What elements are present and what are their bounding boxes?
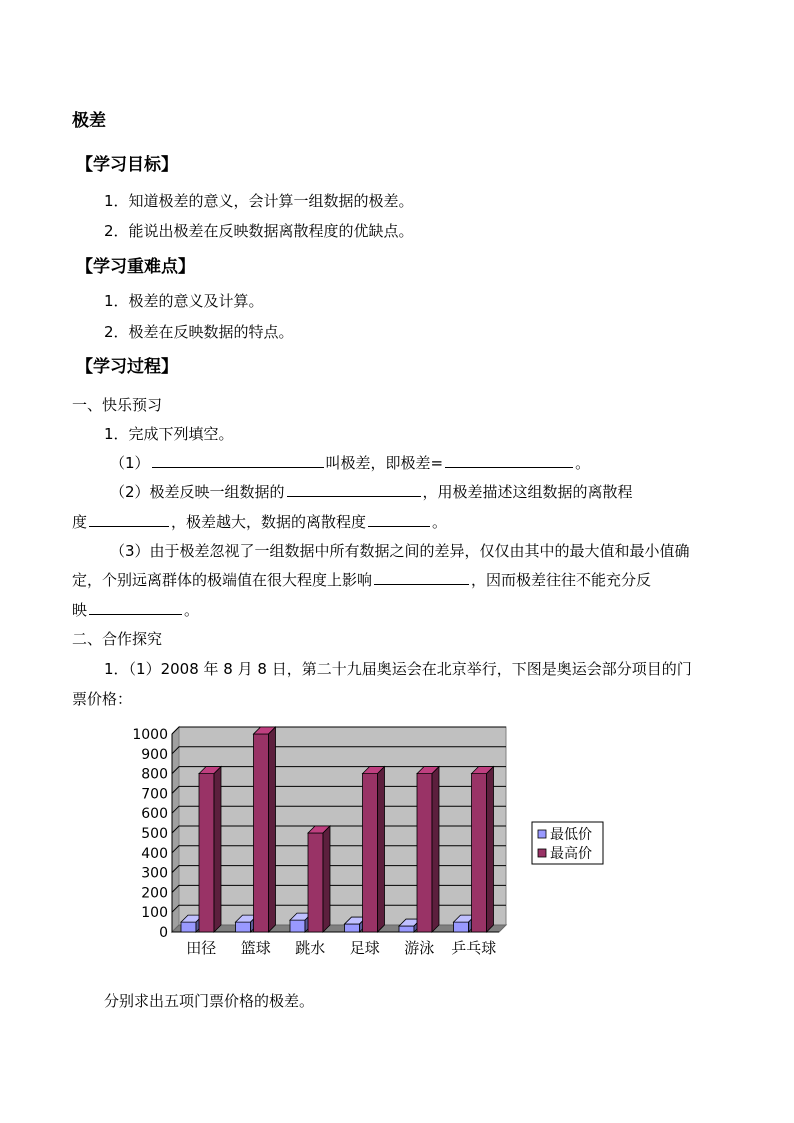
part2-paragraph: 1．（1）2008 年 8 月 8 日，第二十九届奥运会在北京举行，下图是奥运会部分项目的门	[104, 660, 692, 678]
blank-field[interactable]	[89, 512, 169, 527]
bar-high-price	[363, 767, 385, 932]
y-tick-label: 0	[159, 925, 168, 941]
q2-mid: ，用极差描述这组数据的离散程	[422, 483, 633, 501]
fill-question-3-cont2	[72, 599, 199, 620]
fill-question-1	[110, 452, 590, 473]
y-tick-label: 1000	[132, 727, 168, 743]
page-title: 极差	[72, 111, 106, 131]
legend-label: 最高价	[550, 846, 592, 862]
x-tick-label: 篮球	[240, 939, 271, 957]
blank-field[interactable]	[368, 512, 430, 527]
bar-high-price-side	[378, 767, 385, 932]
bar-high-price	[199, 767, 221, 932]
q3-line3-end: 。	[184, 601, 200, 619]
q2-line2-prefix: 度	[72, 513, 88, 531]
bar-low-price-front	[454, 922, 469, 932]
section-process-heading: 【学习过程】	[76, 357, 178, 377]
fill-question-3-cont	[72, 569, 651, 590]
y-tick-label: 800	[141, 766, 168, 783]
blank-field[interactable]	[89, 600, 182, 615]
plot-area	[172, 727, 506, 932]
y-axis-labels	[132, 727, 168, 941]
fill-question-3: （3）由于极差忽视了一组数据中所有数据之间的差异，仅仅由其中的最大值和最小值确	[110, 542, 690, 560]
q1-prefix: （1）	[110, 454, 150, 472]
key-item-1: 1．极差的意义及计算。	[104, 292, 264, 310]
bar-high-price	[417, 767, 439, 932]
bar-low-price-front	[290, 920, 305, 932]
bar-high-price-side	[432, 767, 439, 932]
part2-heading: 二、合作探究	[72, 630, 163, 648]
x-tick-label: 田径	[186, 939, 217, 957]
x-axis-labels	[186, 939, 496, 957]
q3-line2-prefix: 定，个别远离群体的极端值在很大程度上影响	[72, 571, 373, 589]
fill-question-2	[110, 481, 633, 502]
q1-mid: 叫极差，即极差=	[325, 454, 444, 472]
bar-high-price-front	[363, 774, 378, 932]
bar-high-price-front	[199, 774, 214, 932]
y-tick-label: 100	[141, 905, 168, 922]
bar-low-price-front	[236, 922, 251, 932]
bar-high-price-front	[417, 774, 432, 932]
blank-field[interactable]	[152, 453, 324, 468]
bar-high-price-side	[214, 767, 221, 932]
x-tick-label: 足球	[349, 939, 380, 957]
legend-label: 最低价	[550, 827, 592, 843]
x-tick-label: 跳水	[295, 939, 326, 957]
blank-field[interactable]	[445, 453, 573, 468]
fill-question-2-cont	[72, 511, 447, 532]
bar-low-price-front	[399, 926, 414, 932]
blank-field[interactable]	[374, 570, 469, 585]
part1-item-1: 1．完成下列填空。	[104, 425, 234, 443]
bar-high-price-side	[323, 826, 330, 932]
x-tick-label: 游泳	[404, 939, 435, 957]
bar-high-price-front	[254, 734, 269, 932]
bar-high-price-side	[487, 767, 494, 932]
q2-prefix: （2）极差反映一组数据的	[110, 483, 285, 501]
q3-line2-end: ，因而极差往往不能充分反	[471, 571, 652, 589]
chart-legend	[532, 822, 603, 864]
bar-high-price	[254, 727, 276, 932]
q2-line2-end: 。	[432, 513, 448, 531]
y-tick-label: 700	[141, 786, 168, 803]
key-item-2: 2．极差在反映数据的特点。	[104, 323, 294, 341]
y-tick-label: 300	[141, 865, 168, 882]
bar-high-price	[308, 826, 330, 932]
section-goals-heading: 【学习目标】	[76, 155, 178, 175]
x-tick-label: 乒乓球	[451, 939, 497, 957]
y-tick-label: 500	[141, 826, 168, 842]
y-tick-label: 200	[141, 885, 168, 902]
part1-heading: 一、快乐预习	[72, 396, 163, 414]
ticket-price-chart	[128, 722, 618, 958]
y-tick-label: 400	[141, 845, 168, 862]
exercise-instruction: 分别求出五项门票价格的极差。	[104, 992, 315, 1010]
bar-high-price	[472, 767, 494, 932]
part2-paragraph-cont: 票价格：	[72, 690, 133, 708]
y-tick-label: 900	[141, 746, 168, 763]
legend-swatch	[538, 849, 546, 857]
section-key-points-heading: 【学习重难点】	[76, 257, 195, 277]
bar-high-price-front	[472, 774, 487, 932]
bar-low-price-front	[181, 922, 196, 932]
legend-swatch	[538, 830, 546, 838]
q3-line3-prefix: 映	[72, 601, 88, 619]
bar-high-price-side	[269, 727, 276, 932]
y-tick-label: 600	[141, 806, 168, 823]
bar-high-price-front	[308, 833, 323, 932]
bar-low-price-front	[345, 924, 360, 932]
goal-item-2: 2．能说出极差在反映数据离散程度的优缺点。	[104, 222, 414, 240]
q1-end: 。	[575, 454, 591, 472]
blank-field[interactable]	[287, 482, 421, 497]
goal-item-1: 1．知道极差的意义，会计算一组数据的极差。	[104, 192, 414, 210]
q2-line2-mid: ，极差越大，数据的离散程度	[171, 513, 367, 531]
